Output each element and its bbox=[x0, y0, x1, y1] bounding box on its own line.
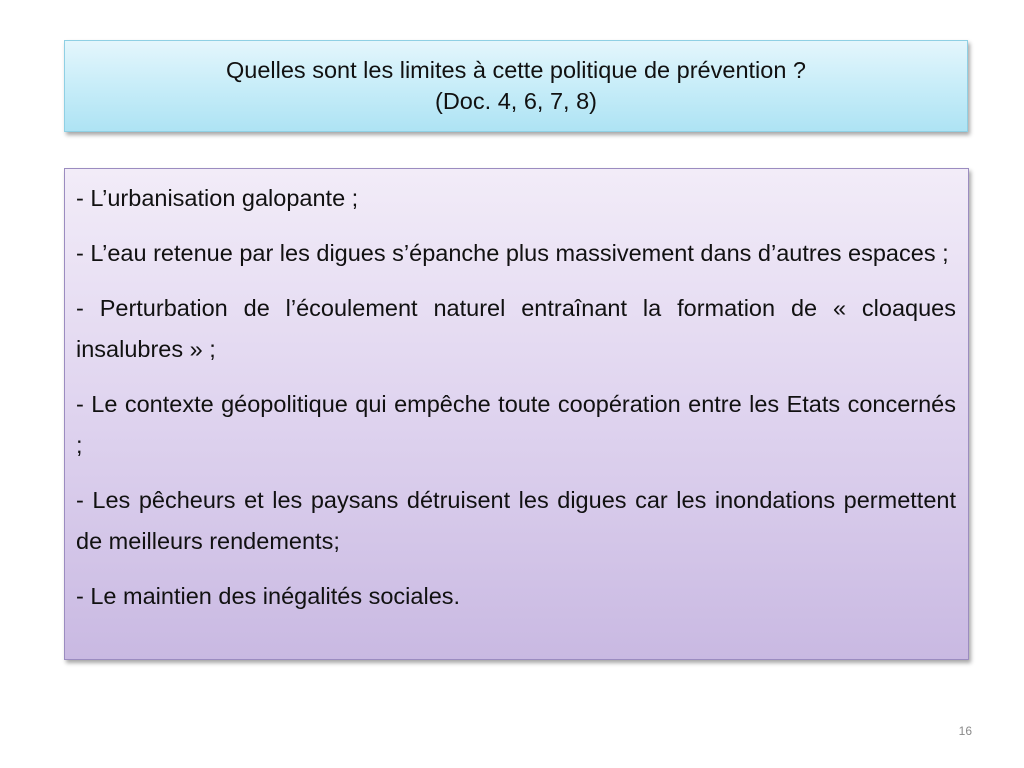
bullet-item-water-retention: - L’eau retenue par les digues s’épanche plus massivement dans d’autres espaces ; bbox=[76, 240, 949, 266]
bullet-item-fishers-farmers: - Les pêcheurs et les paysans détruisent les digues car les inondations permettent de meilleurs rendements; bbox=[76, 487, 956, 554]
slide-title: Quelles sont les limites à cette politique de prévention ? bbox=[226, 57, 806, 83]
content-box bbox=[64, 168, 969, 660]
slide-title-doc-references: (Doc. 4, 6, 7, 8) bbox=[435, 88, 597, 114]
bullet-item-urbanisation: - L’urbanisation galopante ; bbox=[76, 185, 359, 211]
slide-title-box bbox=[64, 40, 968, 132]
bullet-item-flow-disruption: - Perturbation de l’écoulement naturel entraînant la formation de « cloaques insalubres » ; bbox=[76, 295, 956, 362]
bullet-item-social-inequalities: - Le maintien des inégalités sociales. bbox=[76, 583, 461, 609]
page-number: 16 bbox=[958, 724, 972, 738]
bullet-item-geopolitical-context: - Le contexte géopolitique qui empêche toute coopération entre les Etats concernés ; bbox=[76, 391, 956, 458]
bullet-list bbox=[76, 178, 956, 617]
